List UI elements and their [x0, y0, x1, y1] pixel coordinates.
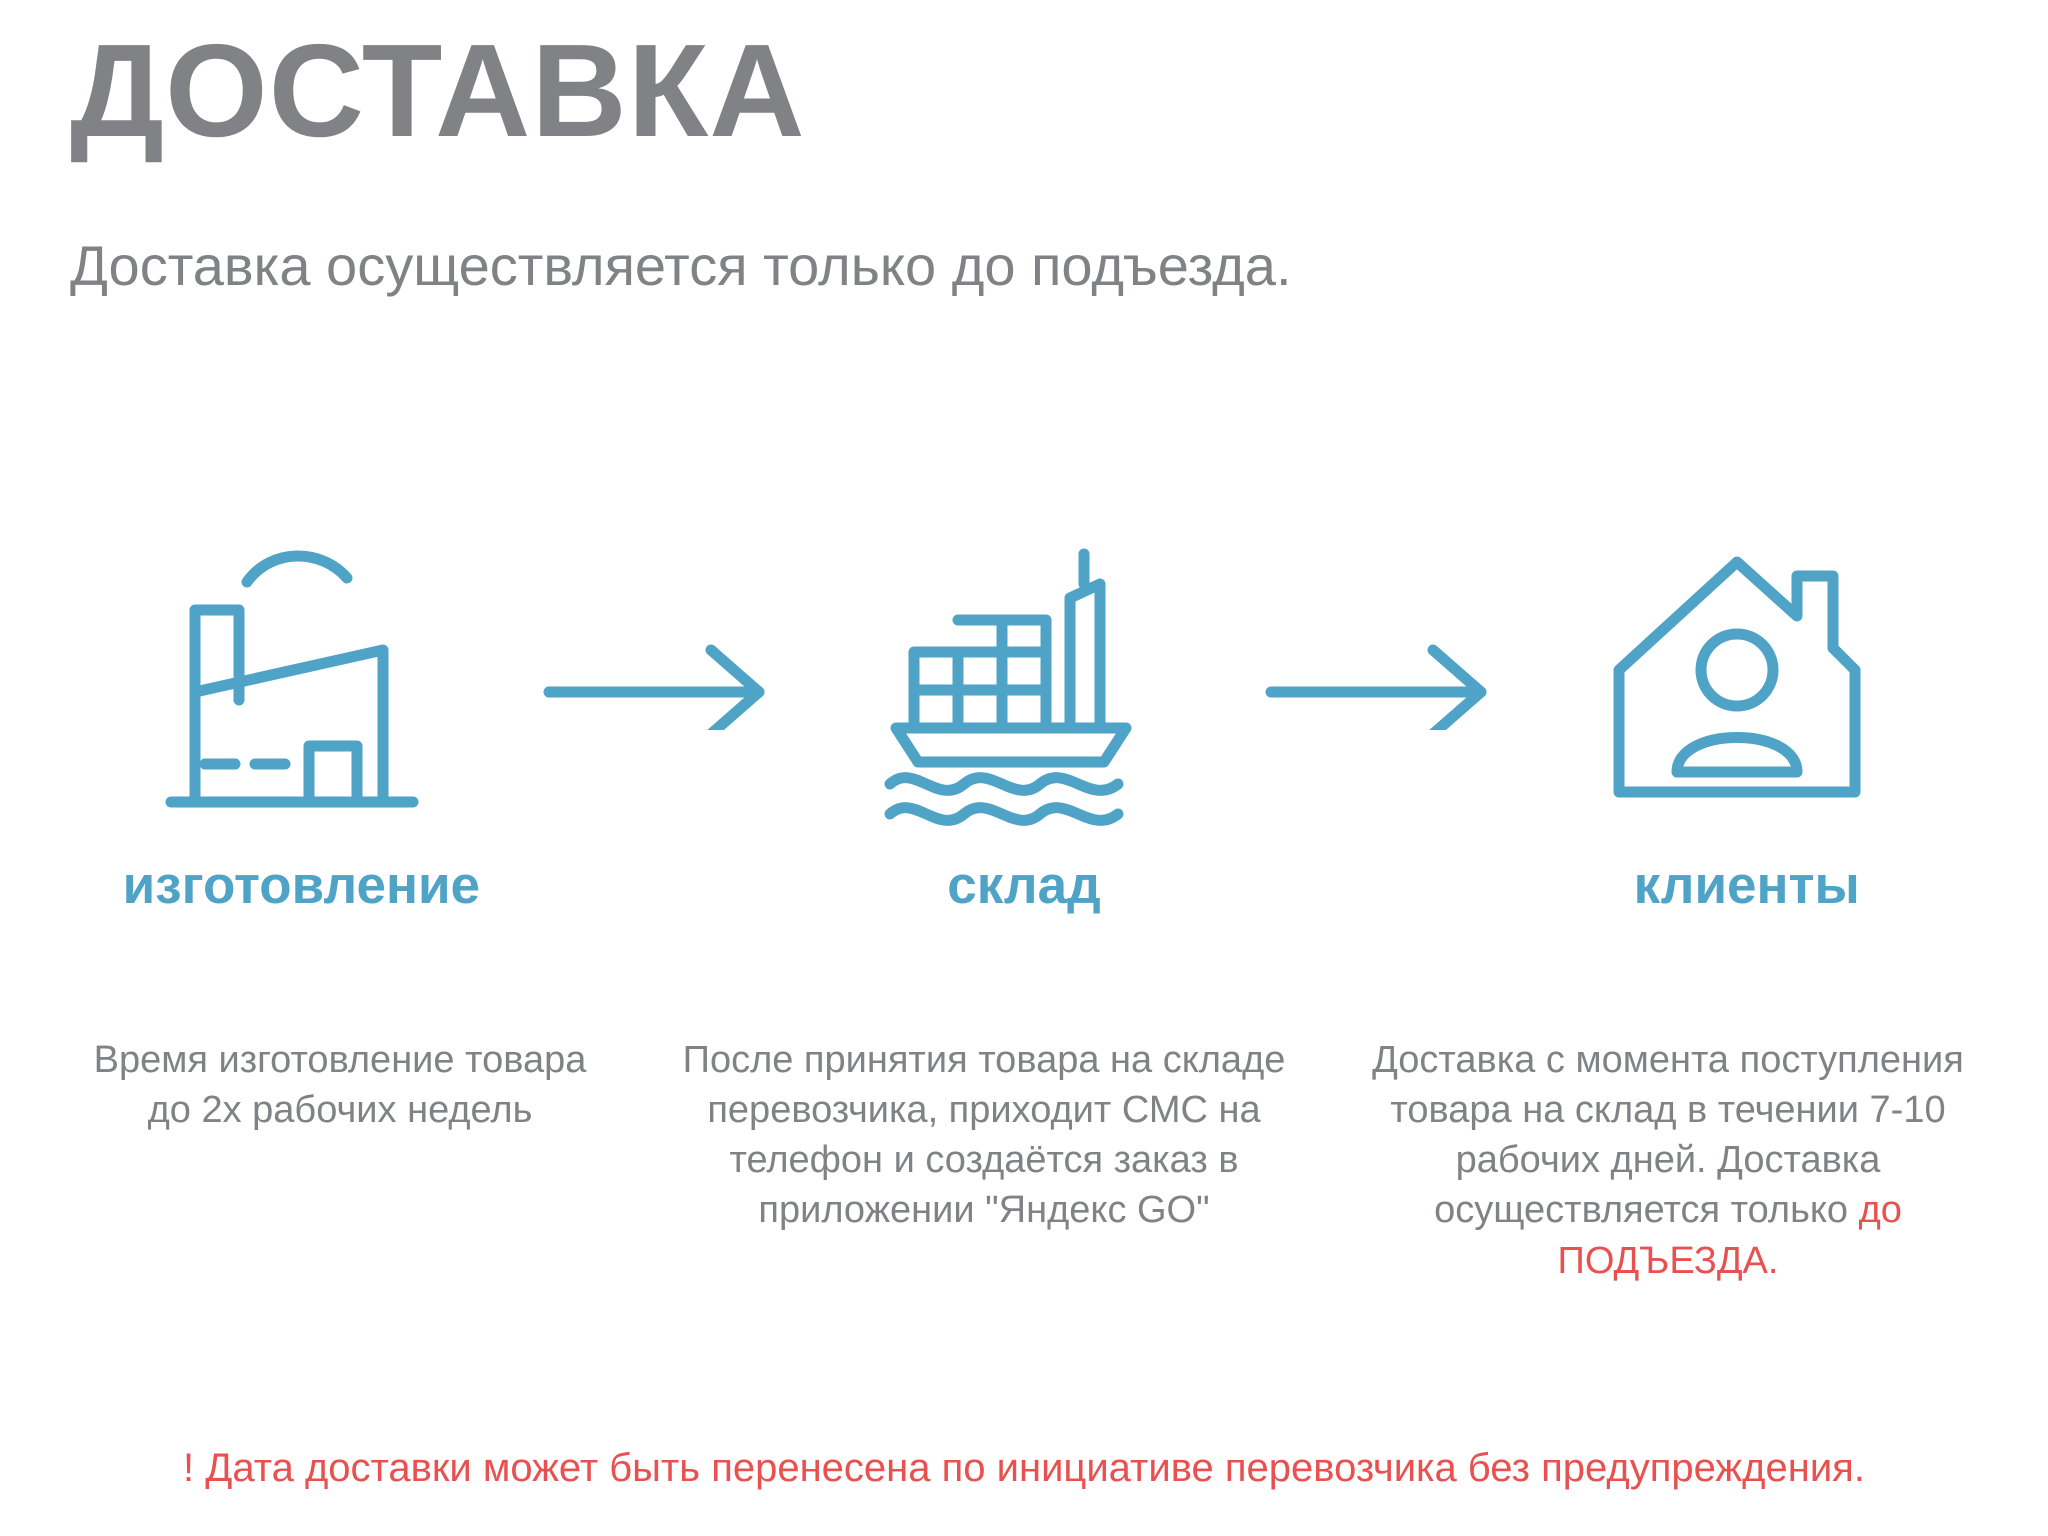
page-title: ДОСТАВКА: [70, 17, 806, 164]
house-client-icon: [1597, 535, 1897, 835]
flow-step-label: изготовление: [122, 856, 481, 915]
step-description-clients-highlight: до ПОДЪЕЗДА.: [1557, 1189, 1902, 1282]
arrow-right-icon: [1255, 535, 1515, 835]
arrow-right-icon: [533, 535, 793, 835]
step-description-warehouse: После принятия товара на складе перевозчика, приходит СМС на телефон и создаётся заказ в приложении "Яндекс GO": [682, 1039, 1286, 1232]
step-description-manufacturing: Время изготовление товара до 2х рабочих недель: [93, 1039, 587, 1132]
flow-step-label: склад: [947, 856, 1101, 915]
delivery-flow: [70, 535, 1978, 915]
flow-step-warehouse: [793, 535, 1256, 915]
step-descriptions: [70, 1035, 1978, 1286]
flow-step-manufacturing: [70, 535, 533, 915]
step-description-clients: [1358, 1035, 1978, 1286]
footnote-warning: ! Дата доставки может быть перенесена по инициативе перевозчика без предупреждения.: [183, 1446, 1865, 1490]
factory-icon: [151, 535, 451, 835]
step-description-clients-text: Доставка с момента поступления товара на склад в течении 7-10 рабочих дней. Доставка осуществляется только: [1372, 1039, 1964, 1232]
page-subtitle: Доставка осуществляется только до подъезда.: [70, 233, 1292, 297]
cargo-ship-icon: [874, 535, 1174, 835]
flow-step-label: клиенты: [1633, 856, 1860, 915]
flow-step-clients: [1515, 535, 1978, 915]
